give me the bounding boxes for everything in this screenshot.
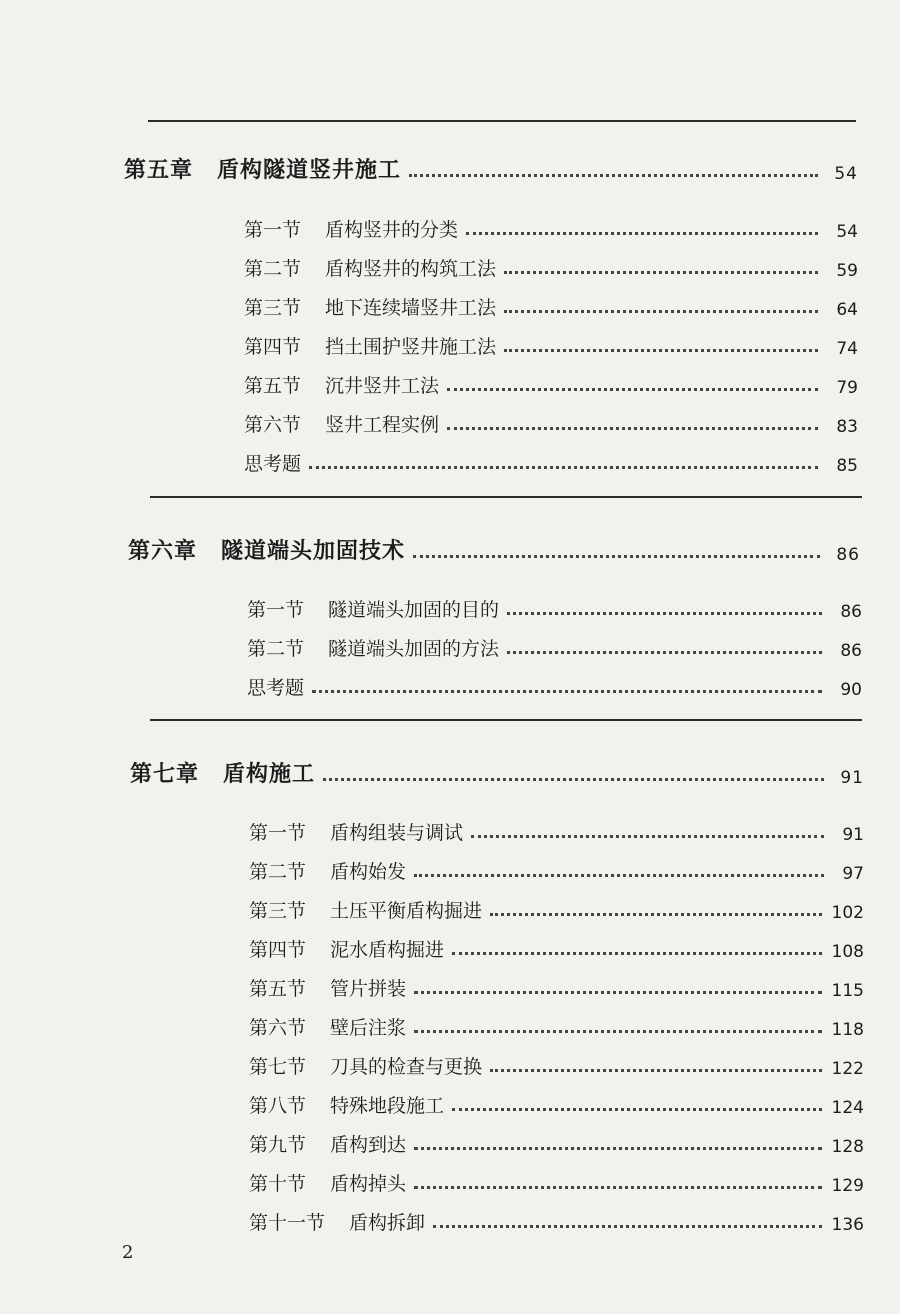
section-title: 盾构掉头 xyxy=(330,1173,407,1195)
section-title: 竖井工程实例 xyxy=(325,414,440,436)
dot-leader xyxy=(414,991,822,994)
chapter-title: 盾构隧道竖井施工 xyxy=(217,157,402,183)
page-number: 86 xyxy=(836,545,860,565)
page-number: 108 xyxy=(831,942,864,962)
dot-leader xyxy=(490,1069,822,1072)
section-label: 第六节 xyxy=(249,1017,307,1039)
section-entry[interactable] xyxy=(249,1047,864,1079)
page-number: 128 xyxy=(831,1137,864,1157)
dot-leader xyxy=(452,952,822,955)
chapter-label: 第五章 xyxy=(124,157,194,183)
section-entry[interactable] xyxy=(249,891,864,923)
dot-leader xyxy=(490,913,822,916)
chapter-7-entry[interactable] xyxy=(130,756,864,788)
section-label: 第三节 xyxy=(249,900,307,922)
page-number: 59 xyxy=(836,261,858,281)
page-number: 64 xyxy=(836,300,858,320)
dot-leader xyxy=(504,310,818,313)
section-label: 第三节 xyxy=(244,297,302,319)
dot-leader xyxy=(452,1108,822,1111)
dot-leader xyxy=(504,271,818,274)
chapter-5-entry[interactable] xyxy=(124,152,858,184)
page-number: 124 xyxy=(831,1098,864,1118)
section-label: 第二节 xyxy=(244,258,302,280)
page-number: 90 xyxy=(840,680,862,700)
page-number: 54 xyxy=(834,164,858,184)
page-number: 122 xyxy=(831,1059,864,1079)
dot-leader xyxy=(413,555,820,558)
section-label: 第二节 xyxy=(249,861,307,883)
page-number: 85 xyxy=(836,456,858,476)
section-title: 刀具的检查与更换 xyxy=(330,1056,483,1078)
dot-leader xyxy=(414,874,824,877)
section-label: 第五节 xyxy=(249,978,307,1000)
dot-leader xyxy=(414,1147,822,1150)
section-title: 泥水盾构掘进 xyxy=(330,939,445,961)
section-title: 管片拼装 xyxy=(330,978,407,1000)
section-title: 土压平衡盾构掘进 xyxy=(330,900,483,922)
page-number: 102 xyxy=(831,903,864,923)
dot-leader xyxy=(507,612,822,615)
section-title: 地下连续墙竖井工法 xyxy=(325,297,497,319)
section-entry[interactable] xyxy=(244,288,858,320)
section-label: 第一节 xyxy=(249,822,307,844)
dot-leader xyxy=(309,466,818,469)
section-label: 思考题 xyxy=(247,677,305,699)
chapter-label: 第七章 xyxy=(130,761,200,787)
section-label: 第一节 xyxy=(247,599,305,621)
dot-leader xyxy=(447,388,818,391)
section-title: 隧道端头加固的目的 xyxy=(328,599,500,621)
section-label: 第四节 xyxy=(244,336,302,358)
chapter-6-entry[interactable] xyxy=(128,533,860,565)
page-number: 129 xyxy=(831,1176,864,1196)
dot-leader xyxy=(414,1186,822,1189)
dot-leader xyxy=(507,651,822,654)
section-label: 第二节 xyxy=(247,638,305,660)
section-label: 第五节 xyxy=(244,375,302,397)
page-folio: 2 xyxy=(122,1242,134,1263)
chapter-divider-rule xyxy=(150,719,862,721)
review-questions-entry[interactable] xyxy=(247,668,862,700)
page-number: 54 xyxy=(836,222,858,242)
section-title: 挡土围护竖井施工法 xyxy=(325,336,497,358)
dot-leader xyxy=(471,835,824,838)
section-title: 盾构竖井的构筑工法 xyxy=(325,258,497,280)
section-entry[interactable] xyxy=(244,327,858,359)
page-number: 118 xyxy=(831,1020,864,1040)
section-entry[interactable] xyxy=(247,629,862,661)
dot-leader xyxy=(312,690,822,693)
section-entry[interactable] xyxy=(244,366,858,398)
chapter-title: 隧道端头加固技术 xyxy=(221,538,406,564)
section-label: 第六节 xyxy=(244,414,302,436)
section-entry[interactable] xyxy=(249,1086,864,1118)
section-label: 第七节 xyxy=(249,1056,307,1078)
section-entry[interactable] xyxy=(249,1125,864,1157)
review-questions-entry[interactable] xyxy=(244,444,858,476)
section-label: 第一节 xyxy=(244,219,302,241)
page-number: 97 xyxy=(842,864,864,884)
section-entry[interactable] xyxy=(249,852,864,884)
chapter-label: 第六章 xyxy=(128,538,198,564)
top-rule xyxy=(148,120,856,122)
page-number: 79 xyxy=(836,378,858,398)
section-title: 盾构拆卸 xyxy=(349,1212,426,1234)
section-title: 沉井竖井工法 xyxy=(325,375,440,397)
section-title: 盾构竖井的分类 xyxy=(325,219,459,241)
section-entry[interactable] xyxy=(244,405,858,437)
page-number: 74 xyxy=(836,339,858,359)
section-entry[interactable] xyxy=(249,1008,864,1040)
section-title: 隧道端头加固的方法 xyxy=(328,638,500,660)
section-title: 特殊地段施工 xyxy=(330,1095,445,1117)
section-entry[interactable] xyxy=(244,210,858,242)
section-label: 第九节 xyxy=(249,1134,307,1156)
section-title: 盾构到达 xyxy=(330,1134,407,1156)
section-entry[interactable] xyxy=(247,590,862,622)
section-title: 壁后注浆 xyxy=(330,1017,407,1039)
dot-leader xyxy=(504,349,818,352)
section-label: 第十一节 xyxy=(249,1212,326,1234)
section-entry[interactable] xyxy=(249,1203,864,1235)
section-entry[interactable] xyxy=(244,249,858,281)
section-entry[interactable] xyxy=(249,1164,864,1196)
chapter-title: 盾构施工 xyxy=(223,761,316,787)
page-number: 86 xyxy=(840,641,862,661)
page-number: 91 xyxy=(840,768,864,788)
page-number: 136 xyxy=(831,1215,864,1235)
page-number: 115 xyxy=(831,981,864,1001)
page-number: 83 xyxy=(836,417,858,437)
dot-leader xyxy=(409,174,818,177)
dot-leader xyxy=(433,1225,822,1228)
chapter-divider-rule xyxy=(150,496,862,498)
section-title: 盾构始发 xyxy=(330,861,407,883)
dot-leader xyxy=(466,232,818,235)
section-entry[interactable] xyxy=(249,930,864,962)
dot-leader xyxy=(414,1030,822,1033)
dot-leader xyxy=(323,778,824,781)
section-label: 思考题 xyxy=(244,453,302,475)
page-number: 86 xyxy=(840,602,862,622)
section-entry[interactable] xyxy=(249,813,864,845)
section-title: 盾构组装与调试 xyxy=(330,822,464,844)
section-entry[interactable] xyxy=(249,969,864,1001)
section-label: 第十节 xyxy=(249,1173,307,1195)
section-label: 第四节 xyxy=(249,939,307,961)
section-label: 第八节 xyxy=(249,1095,307,1117)
dot-leader xyxy=(447,427,818,430)
page-number: 91 xyxy=(842,825,864,845)
